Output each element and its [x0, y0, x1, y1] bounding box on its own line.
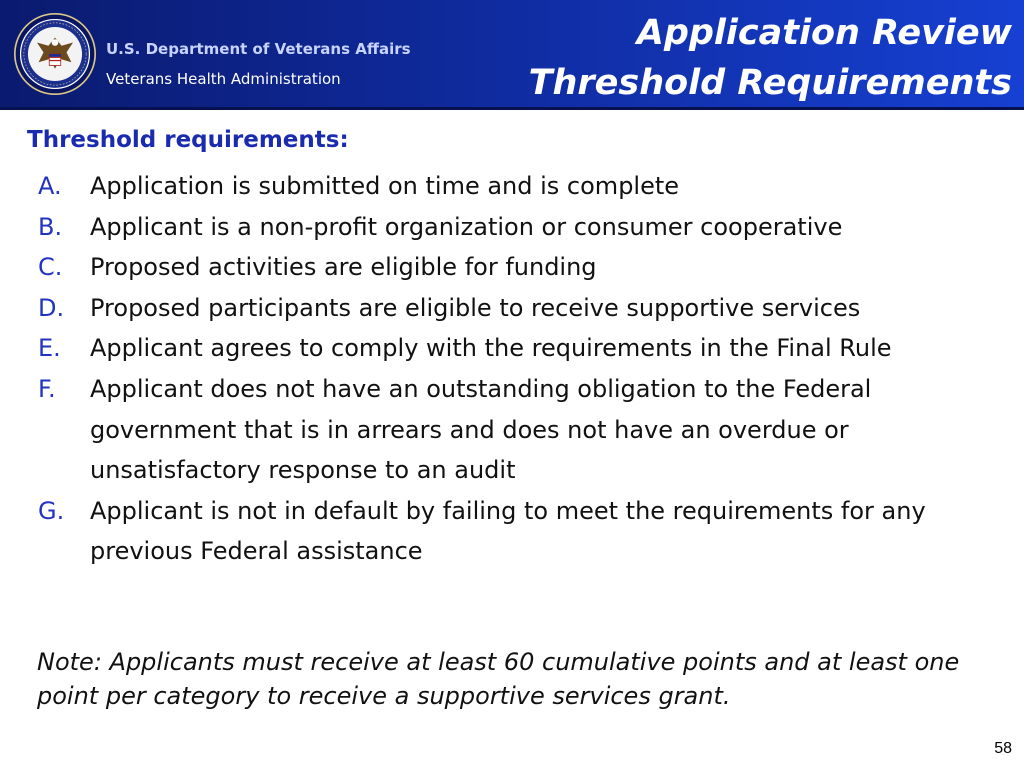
list-item-letter: C. — [38, 253, 63, 282]
list-item — [38, 491, 1013, 572]
list-item — [38, 207, 1013, 248]
org-subtitle: Veterans Health Administration — [106, 70, 341, 88]
list-item — [38, 369, 1013, 491]
slide-title — [529, 8, 1012, 108]
requirements-list — [38, 166, 1013, 572]
list-item-text: Application is submitted on time and is complete — [90, 172, 680, 200]
org-name: U.S. Department of Veterans Affairs — [106, 40, 411, 58]
list-item-letter: E. — [38, 334, 61, 363]
page-number: 58 — [994, 740, 1012, 757]
note-text: Note: Applicants must receive at least 60 cumulative points and at least one point per category to receive a supportive services grant. — [37, 648, 960, 710]
list-item-text: Applicant agrees to comply with the requirements in the Final Rule — [90, 334, 892, 363]
list-item-text: Proposed activities are eligible for funding — [90, 253, 597, 282]
list-item-text: Applicant does not have an outstanding obligation to the Federal government that is in arrears and does not have an overdue or unsatisfactory response to an audit — [90, 374, 872, 485]
list-item — [38, 288, 1013, 329]
list-item-letter: G. — [38, 496, 65, 525]
list-item — [38, 328, 1013, 369]
list-item-letter: F. — [38, 374, 56, 403]
list-item-letter: A. — [38, 172, 62, 200]
list-item — [38, 247, 1013, 288]
section-heading: Threshold requirements: — [27, 127, 349, 153]
va-seal-icon — [14, 13, 96, 95]
slide-header — [0, 0, 1024, 110]
list-item-text: Proposed participants are eligible to receive supportive services — [90, 293, 861, 322]
list-item-letter: B. — [38, 212, 63, 241]
list-item-text: Applicant is not in default by failing to meet the requirements for any previous Federal assistance — [90, 496, 926, 566]
list-item-text: Applicant is a non-profit organization or consumer cooperative — [90, 212, 843, 241]
slide-title-line-2: Threshold Requirements — [528, 63, 1012, 103]
list-item — [38, 166, 1013, 207]
slide-title-line-1: Application Review — [636, 13, 1012, 53]
list-item-letter: D. — [38, 293, 65, 322]
